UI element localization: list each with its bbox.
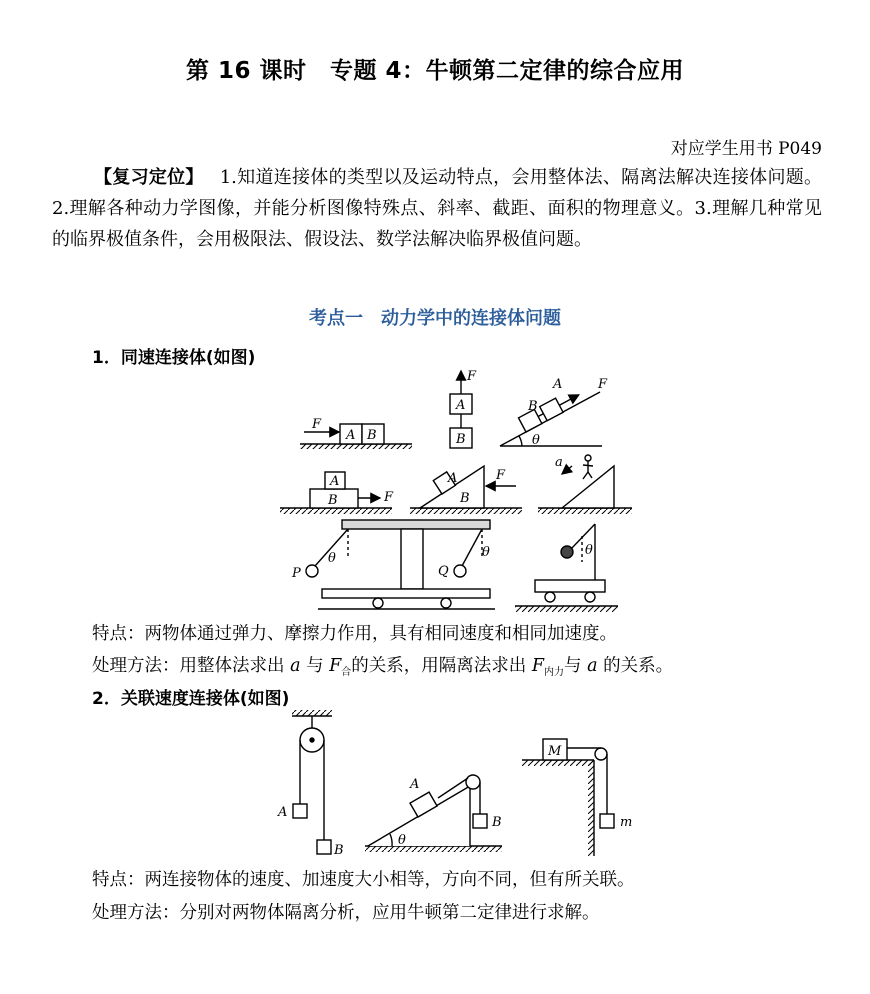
- label-A: A: [346, 428, 356, 443]
- fig-table-pulley: [522, 739, 632, 856]
- label-A: A: [456, 398, 466, 413]
- fig-hanging-pulley: [277, 710, 344, 858]
- related-speed-figure: [270, 706, 650, 861]
- item1-heading: 1．同速连接体(如图): [92, 348, 256, 368]
- label-a: a: [555, 455, 563, 470]
- item2-method: 处理方法：分别对两物体隔离分析，应用牛顿第二定律进行求解。: [92, 903, 600, 923]
- fig-vertical-pull: [450, 369, 477, 448]
- fig-person-incline: [538, 455, 632, 514]
- label-theta: θ: [482, 545, 490, 560]
- var-a: a: [587, 656, 598, 676]
- label-A: A: [553, 377, 563, 392]
- label-M: M: [548, 744, 562, 759]
- subscript-net: 合: [341, 667, 352, 678]
- item1-method: [92, 652, 673, 678]
- label-B: B: [492, 815, 502, 830]
- fig-stacked-blocks: [280, 472, 394, 514]
- page-title: 第 16 课时 专题 4：牛顿第二定律的综合应用: [185, 58, 685, 84]
- var-F: F: [329, 656, 342, 676]
- label-theta: θ: [328, 551, 336, 566]
- same-speed-figure: [270, 366, 640, 614]
- label-theta: θ: [532, 433, 540, 448]
- fig-incline-pulley: [365, 775, 502, 852]
- fig-incline-pull: [500, 377, 608, 448]
- method-text: 与: [300, 656, 330, 676]
- label-Q: Q: [438, 564, 449, 579]
- review-paragraph: [52, 162, 822, 255]
- label-theta: θ: [398, 833, 406, 848]
- label-P: P: [292, 566, 301, 581]
- label-F: F: [598, 377, 608, 392]
- section-title: 考点一 动力学中的连接体问题: [309, 308, 561, 329]
- subscript-internal: 内力: [544, 667, 565, 678]
- label-A: A: [448, 471, 458, 486]
- fig-cart-rod-ball: [515, 524, 618, 612]
- label-theta: θ: [585, 543, 593, 558]
- label-B: B: [328, 493, 338, 508]
- label-B: B: [528, 399, 538, 414]
- fig-horizontal-push: [300, 417, 412, 449]
- label-B: B: [460, 491, 470, 506]
- method-text: 的关系。: [597, 656, 674, 676]
- var-F-internal: F: [531, 656, 545, 676]
- label-F: F: [384, 490, 394, 505]
- method-text: 处理方法：用整体法求出: [92, 656, 291, 676]
- item2-feature: 特点：两连接物体的速度、加速度大小相等，方向不同，但有所关联。: [92, 870, 635, 890]
- fig-cart-pendulums: [291, 520, 495, 609]
- book-reference: 对应学生用书 P049: [670, 139, 822, 159]
- label-F: F: [312, 417, 322, 432]
- review-heading: 【复习定位】: [94, 167, 204, 188]
- label-A: A: [410, 777, 420, 792]
- label-B: B: [367, 428, 377, 443]
- label-B: B: [456, 432, 466, 447]
- label-F: F: [496, 468, 506, 483]
- fig-wedge: [410, 466, 522, 514]
- method-text: 与: [564, 656, 588, 676]
- var-a: a: [290, 656, 301, 676]
- label-m: m: [620, 815, 633, 830]
- label-F: F: [467, 369, 477, 384]
- label-A: A: [278, 805, 288, 820]
- review-text: 1.知道连接体的类型以及运动特点，会用整体法、隔离法解决连接体问题。2.理解各种动力学图像，并能分析图像特殊点、斜率、截距、面积的物理意义。3.理解几种常见的临界极值条件，会用极限法、假设法、数学法解决临界极值问题。: [52, 167, 823, 250]
- method-text: 的关系，用隔离法求出: [351, 656, 532, 676]
- label-A: A: [330, 474, 340, 489]
- item2-heading: 2．关联速度连接体(如图): [92, 689, 290, 709]
- label-B: B: [334, 843, 344, 858]
- item1-feature: 特点：两物体通过弹力、摩擦力作用，具有相同速度和相同加速度。: [92, 624, 617, 644]
